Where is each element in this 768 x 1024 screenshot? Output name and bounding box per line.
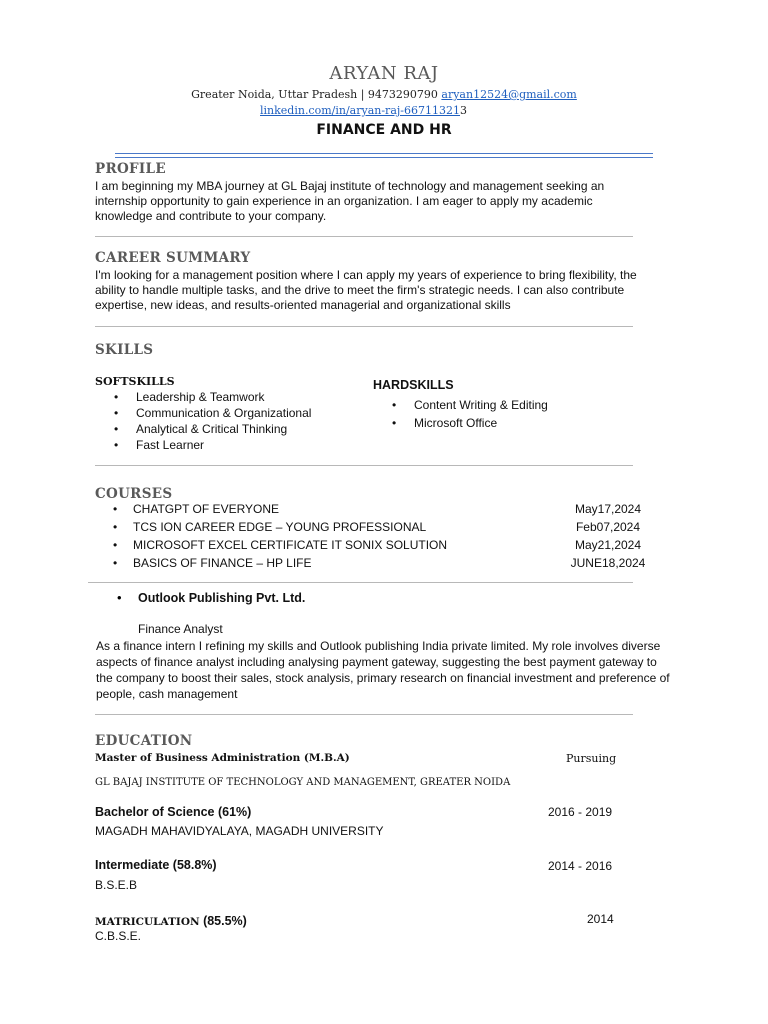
- career-text: I'm looking for a management position where I can apply my years of experience to bring flexibility, the ability to handle multiple tasks, and the drive to meet the firm's strategic needs. I can also contribute expertise, new ideas, and results-oriented managerial and organizational skills: [95, 268, 637, 312]
- edu-degree-matriculation: MATRICULATION (85.5%): [95, 914, 247, 928]
- hardskills-list: [392, 396, 634, 432]
- divider-courses: [88, 582, 633, 583]
- edu-degree-bsc: Bachelor of Science (61%): [95, 805, 252, 819]
- edu-date-bsc: 2016 - 2019: [548, 805, 613, 819]
- course-row: • MICROSOFT EXCEL CERTIFICATE IT SONIX SOLUTION May21,2024: [113, 538, 642, 552]
- divider-profile: [95, 236, 633, 237]
- email-link[interactable]: aryan12524@gmail.com: [441, 88, 577, 101]
- divider-experience: [95, 714, 633, 715]
- course-row: • BASICS OF FINANCE – HP LIFE JUNE18,2024: [113, 556, 646, 570]
- edu-degree-mba: Master of Business Administration (M.B.A): [95, 752, 350, 764]
- linkedin-line: [260, 104, 467, 117]
- experience-bullet: •: [117, 590, 122, 605]
- experience-company: Outlook Publishing Pvt. Ltd.: [138, 591, 306, 605]
- hardskills-title: HARDSKILLS: [373, 378, 454, 392]
- edu-date-intermediate: 2014 - 2016: [548, 859, 613, 873]
- list-item: • Communication & Organizational: [114, 406, 312, 420]
- experience-text: As a finance intern I refining my skills and Outlook publishing India private limited. My role involves diverse aspects of finance analyst including analysing payment gateway, suggesting the best payment gateway to the company to boost their sales, stock analysis, primary research on financial investment and preference of people, cash management: [96, 639, 670, 701]
- linkedin-tail: 3: [460, 104, 467, 117]
- list-item: • Analytical & Critical Thinking: [114, 422, 288, 436]
- edu-institute-matriculation: C.B.S.E.: [95, 929, 142, 943]
- list-item: • Leadership & Teamwork: [114, 390, 265, 404]
- list-item: • Fast Learner: [114, 438, 205, 452]
- edu-degree-intermediate: Intermediate (58.8%): [95, 858, 217, 872]
- courses-list: [113, 502, 653, 582]
- section-title-profile: PROFILE: [95, 161, 166, 177]
- edu-institute-bsc: MAGADH MAHAVIDYALAYA, MAGADH UNIVERSITY: [95, 824, 384, 838]
- section-title-career: CAREER SUMMARY: [95, 250, 251, 266]
- edu-institute-mba: GL BAJAJ INSTITUTE OF TECHNOLOGY AND MANAGEMENT, GREATER NOIDA: [95, 777, 511, 788]
- softskills-title: SOFTSKILLS: [95, 375, 175, 388]
- course-row: • TCS ION CAREER EDGE – YOUNG PROFESSIONAL Feb07,2024: [113, 520, 641, 534]
- edu-date-mba: Pursuing: [566, 752, 617, 765]
- contact-text: Greater Noida, Uttar Pradesh | 9473290790: [191, 88, 442, 101]
- header-rule-top: [115, 153, 653, 154]
- edu-institute-intermediate: B.S.E.B: [95, 878, 138, 892]
- experience-position: Finance Analyst: [138, 622, 223, 636]
- softskills-list: [114, 389, 356, 453]
- section-title-courses: COURSES: [95, 486, 173, 502]
- header-rule-bottom: [115, 157, 653, 158]
- candidate-name: ARYAN RAJ: [329, 63, 439, 84]
- edu-date-matriculation: 2014: [587, 912, 614, 926]
- linkedin-link[interactable]: linkedin.com/in/aryan-raj-66711321: [260, 104, 460, 117]
- divider-career: [95, 326, 633, 327]
- section-title-skills: SKILLS: [95, 342, 154, 358]
- section-title-education: EDUCATION: [95, 733, 193, 749]
- profile-text: I am beginning my MBA journey at GL Bajaj institute of technology and management seeking an internship opportunity to gain experience in an organization. I am eager to apply my academic knowledge and contribute to your company.: [95, 179, 605, 223]
- divider-skills: [95, 465, 633, 466]
- role-title: FINANCE AND HR: [316, 122, 452, 138]
- list-item: • Content Writing & Editing: [392, 398, 548, 412]
- course-row: • CHATGPT OF EVERYONE May17,2024: [113, 502, 642, 516]
- contact-line: [0, 88, 768, 101]
- list-item: • Microsoft Office: [392, 416, 498, 430]
